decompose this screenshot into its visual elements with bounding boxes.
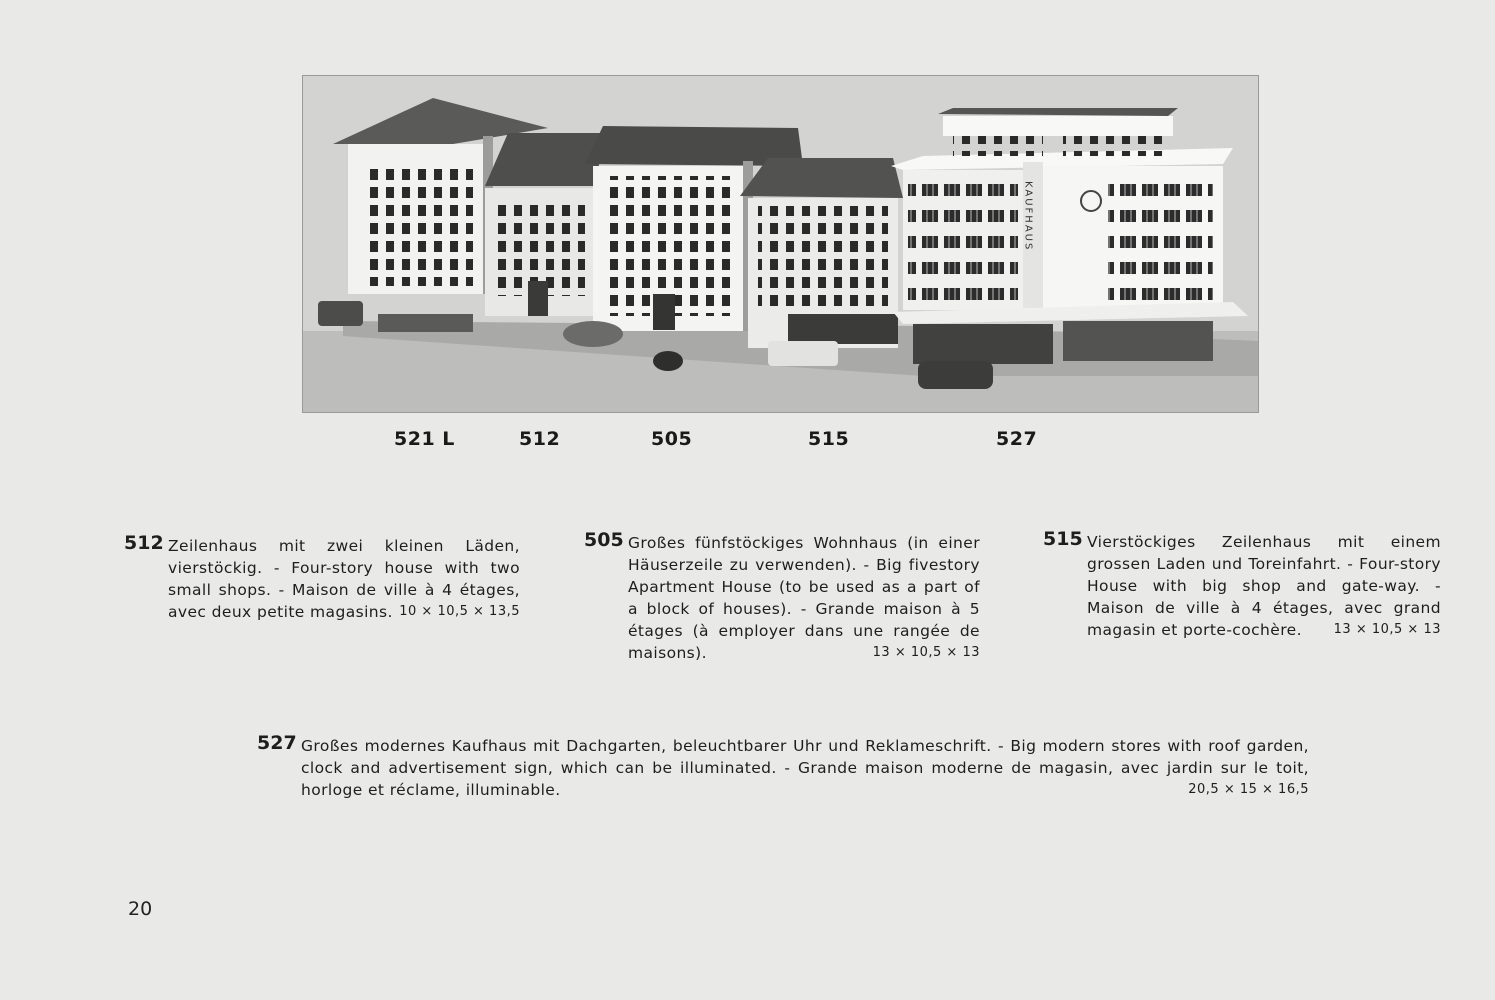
- item-number: 505: [584, 529, 624, 551]
- caption-521l: 521 L: [394, 428, 455, 450]
- item-number: 512: [124, 532, 164, 554]
- model-buildings-photo: [302, 75, 1259, 413]
- caption-505: 505: [651, 428, 693, 450]
- item-number: 515: [1043, 528, 1083, 550]
- item-description: Großes fünfstöckiges Wohnhaus (in einer Häuserzeile zu verwenden). - Big fivestory Apartment House (to be used as a part of a block of houses). - Grande maison à 5 étages (à employer dans une rangée de maisons).: [628, 534, 980, 662]
- caption-512: 512: [519, 428, 561, 450]
- item-505: [584, 529, 980, 664]
- kaufhaus-sign: KAUFHAUS: [1022, 181, 1034, 252]
- caption-515: 515: [808, 428, 850, 450]
- page-number: 20: [128, 898, 153, 920]
- item-515: [1043, 528, 1441, 641]
- street-scene-illustration: [303, 76, 1258, 412]
- item-dimensions: 10 × 10,5 × 13,5: [399, 604, 520, 619]
- item-number: 527: [257, 732, 297, 754]
- item-description: Zeilenhaus mit zwei kleinen Läden, vierstöckig. - Four-story house with two small shops. - Maison de ville à 4 étages, avec deux petite magasins.: [168, 537, 520, 621]
- item-description: Vierstöckiges Zeilenhaus mit einem grossen Laden und Toreinfahrt. - Four-story House with big shop and gate-way. - Maison de ville à 4 étages, avec grand magasin et porte-cochère.: [1087, 533, 1441, 639]
- item-527: [257, 732, 1309, 801]
- item-description: Großes modernes Kaufhaus mit Dachgarten, beleuchtbarer Uhr und Reklameschrift. - Big modern stores with roof garden, clock and advertisement sign, which can be illuminated. - Grande maison moderne de magasin, avec jardin sur le toit, horloge et réclame, illuminable.: [301, 737, 1309, 799]
- item-dimensions: 13 × 10,5 × 13: [1333, 622, 1441, 637]
- item-dimensions: 13 × 10,5 × 13: [872, 645, 980, 660]
- item-512: [124, 532, 520, 623]
- caption-527: 527: [996, 428, 1038, 450]
- item-dimensions: 20,5 × 15 × 16,5: [1188, 782, 1309, 797]
- clock-icon: [1081, 191, 1101, 211]
